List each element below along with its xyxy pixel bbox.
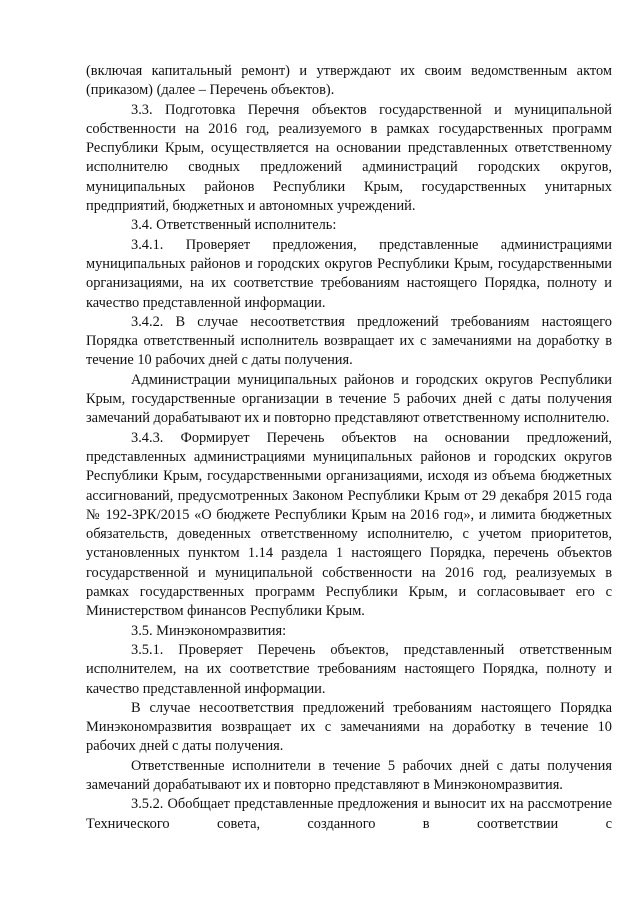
document-body (86, 62, 612, 834)
paragraph-continuation: (включая капитальный ремонт) и утверждают их своим ведомственным актом (приказом) (далее – Перечень объектов). (86, 63, 612, 99)
paragraph-3-4-2: 3.4.2. В случае несоответствия предложений требованиям настоящего Порядка ответственный исполнитель возвращает их с замечаниями на доработку в течение 10 рабочих дней с даты получения. (86, 313, 612, 369)
paragraph-3-5-1-followup: В случае несоответствия предложений требованиям настоящего Порядка Минэкономразвития возвращает их с замечаниями на доработку в течение 10 рабочих дней с даты получения. (86, 699, 612, 755)
paragraph-3-5-2: 3.5.2. Обобщает представленные предложения и выносит их на рассмотрение Технического совета, созданного в соответствии с (86, 796, 612, 832)
paragraph-3-5-1-followup-2: Ответственные исполнители в течение 5 рабочих дней с даты получения замечаний дорабатывают их и повторно представляют в Минэкономразвития. (86, 757, 612, 793)
paragraph-3-4-2-followup: Администрации муниципальных районов и городских округов Республики Крым, государственные организации в течение 5 рабочих дней с даты получения замечаний дорабатывают их и повторно представляют ответственному исполнителю. (86, 371, 612, 427)
paragraph-3-4-1: 3.4.1. Проверяет предложения, представленные администрациями муниципальных районов и городских округов Республики Крым, государственными организациями, на их соответствие требованиям настоящего Порядка, полноту и качество представленной информации. (86, 236, 612, 311)
paragraph-3-4-3: 3.4.3. Формирует Перечень объектов на основании предложений, представленных администрациями муниципальных районов и городских округов Республики Крым, государственными организациями, исходя из объема бюджетных ассигнований, предусмотренных Законом Республики Крым от 29 декабря 2015 года № 192-ЗРК/2015 «О бюджете Республики Крым на 2016 год», и лимита бюджетных обязательств, доведенных ответственному исполнителю, с учетом приоритетов, установленных пунктом 1.14 раздела 1 настоящего Порядка, перечень объектов государственной и муниципальной собственности на 2016 год, реализуемых в рамках государственных программ Республики Крым, и согласовывает его с Министерством финансов Республики Крым. (86, 429, 612, 620)
paragraph-3-3: 3.3. Подготовка Перечня объектов государственной и муниципальной собственности на 2016 год, реализуемого в рамках государственных программ Республики Крым, осуществляется на основании представленных ответственному исполнителю сводных предложений администраций городских округов, муниципальных районов Республики Крым, государственных унитарных предприятий, бюджетных и автономных учреждений. (86, 101, 612, 215)
heading-3-5: 3.5. Минэкономразвития: (131, 622, 287, 639)
heading-3-4: 3.4. Ответственный исполнитель: (131, 217, 337, 234)
paragraph-3-5-1: 3.5.1. Проверяет Перечень объектов, представленный ответственным исполнителем, на их соответствие требованиям настоящего Порядка, полноту и качество представленной информации. (86, 641, 612, 697)
